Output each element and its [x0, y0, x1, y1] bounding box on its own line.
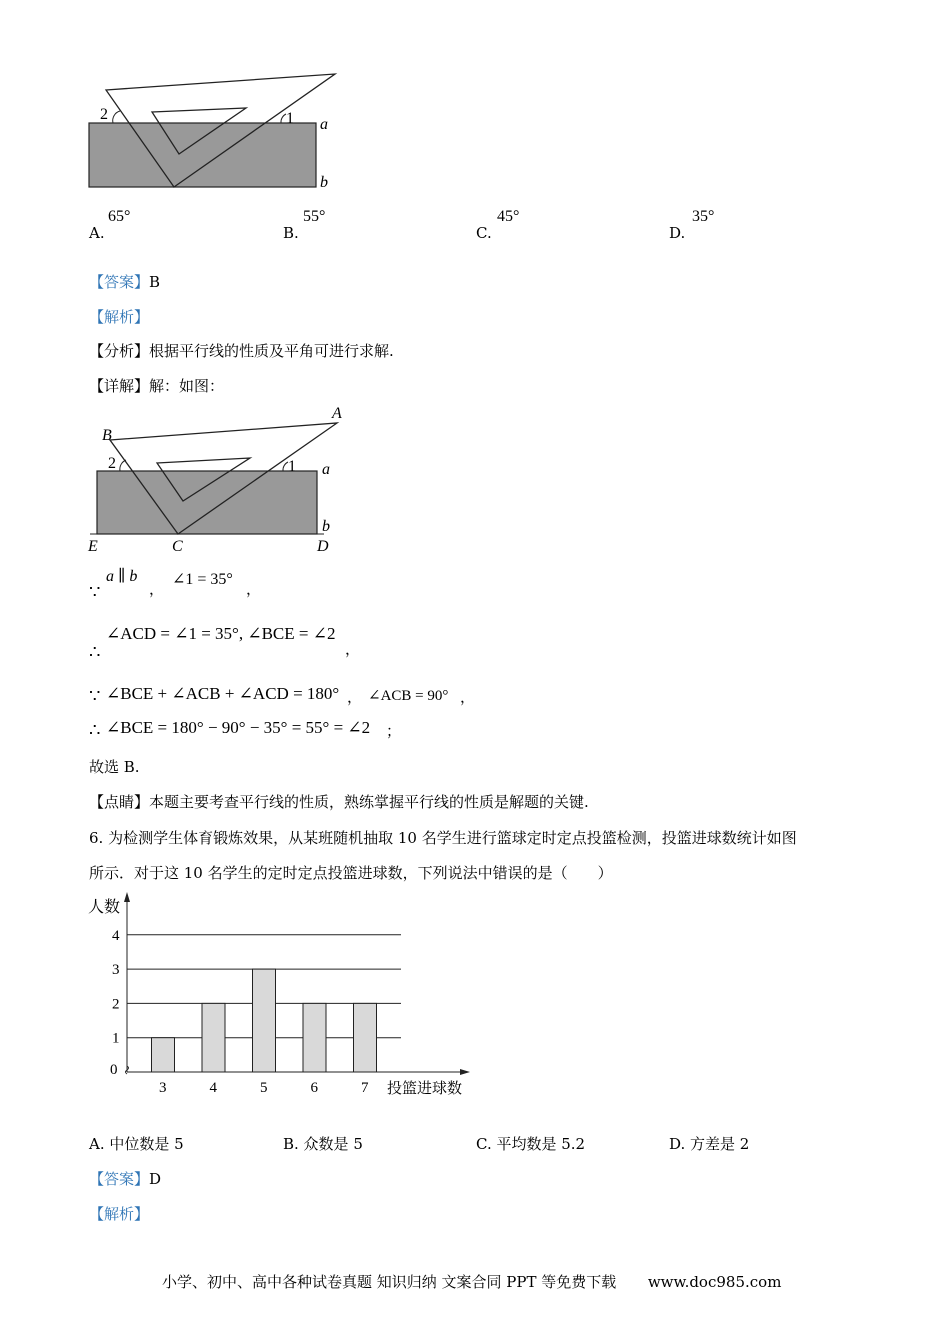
- q5-analysis-tag: 【解析】: [89, 308, 150, 326]
- option-value: 55°: [303, 208, 326, 225]
- option-letter: B.: [283, 224, 299, 242]
- x-tick-label: 4: [209, 1080, 217, 1096]
- ruler-rect: [97, 471, 317, 534]
- figure-q5-triangle-ruler: [80, 66, 350, 196]
- end: ，: [345, 640, 361, 658]
- q6-answer-line: [89, 1168, 161, 1189]
- dianjing-text: 本题主要考查平行线的性质，熟练掌握平行线的性质是解题的关键.: [149, 793, 589, 811]
- angle-sum-expr: ∠BCE + ∠ACB + ∠ACD = 180°: [106, 684, 340, 703]
- bar: [303, 1003, 326, 1072]
- because-symbol: ∵: [89, 686, 101, 707]
- fig2-label-b: b: [322, 518, 330, 535]
- x-tick-label: 5: [260, 1080, 268, 1096]
- bar: [152, 1038, 175, 1072]
- y-tick-label: 4: [112, 927, 120, 944]
- q5-fenxi-line: [89, 340, 394, 361]
- q6-option-d: D. 方差是 2: [669, 1135, 750, 1153]
- option-letter: A.: [89, 224, 105, 242]
- solution-line-2: [89, 624, 389, 664]
- q5-option-b: [283, 208, 363, 242]
- y-tick-label: 1: [112, 1030, 120, 1047]
- q6-option-a: A. 中位数是 5: [89, 1135, 184, 1153]
- option-value: 35°: [692, 208, 715, 225]
- solution-line-4: [89, 718, 429, 742]
- fig2-label-1: 1: [288, 458, 296, 475]
- option-letter: C.: [476, 224, 492, 242]
- fig2-label-C: C: [172, 538, 183, 555]
- x-axis-arrow: [460, 1069, 470, 1075]
- q6-option-b: B. 众数是 5: [283, 1135, 363, 1153]
- q5-option-a: [89, 208, 169, 242]
- y-tick-label: 0: [110, 1062, 118, 1078]
- q6-analysis-tag: 【解析】: [89, 1205, 150, 1223]
- q5-option-c: [476, 208, 556, 242]
- q6-stem-line2: 所示．对于这 10 名学生的定时定点投篮进球数，下列说法中错误的是（ ）: [89, 864, 613, 882]
- bar: [202, 1003, 225, 1072]
- q6-option-c: C. 平均数是 5.2: [476, 1135, 586, 1153]
- fig1-label-2: 2: [100, 106, 108, 123]
- q6-bar-chart: [80, 888, 480, 1110]
- xiangjie-tag: 【详解】: [89, 377, 150, 395]
- solution-line-3: [89, 684, 509, 708]
- solution-line-1: [89, 566, 389, 602]
- choose-line: 故选 B.: [89, 758, 140, 776]
- y-tick-label: 3: [112, 962, 120, 979]
- q5-option-d: [669, 208, 749, 242]
- fig2-label-B: B: [102, 427, 112, 444]
- option-value: 45°: [497, 208, 520, 225]
- answer-value: B: [149, 273, 161, 291]
- end: ，: [460, 688, 476, 706]
- answer-value: D: [149, 1170, 162, 1188]
- fig2-label-E: E: [88, 538, 98, 555]
- therefore-symbol: ∴: [89, 720, 101, 741]
- answer-tag: 【答案】: [89, 1170, 150, 1188]
- chart-bars: [152, 969, 377, 1072]
- answer-tag: 【答案】: [89, 273, 150, 291]
- figure-q5-labeled: [80, 400, 350, 560]
- bar: [253, 969, 276, 1072]
- fig2-label-a: a: [322, 461, 330, 478]
- end: ；: [386, 722, 402, 740]
- q5-answer-line: [89, 271, 160, 292]
- x-tick-label: 6: [310, 1080, 318, 1096]
- x-axis-label: 投篮进球数: [387, 1081, 463, 1097]
- footer-text: 小学、初中、高中各种试卷真题 知识归纳 文案合同 PPT 等免费下载: [162, 1273, 617, 1291]
- y-axis-arrow: [124, 892, 130, 902]
- fig2-label-A: A: [332, 405, 342, 422]
- q5-xiangjie-line: [89, 375, 224, 396]
- fig1-label-b: b: [320, 174, 328, 191]
- bar: [354, 1003, 377, 1072]
- footer-url[interactable]: www.doc985.com: [647, 1273, 782, 1291]
- chart-axes: [124, 892, 470, 1075]
- y-axis-label: 人数: [88, 899, 121, 916]
- sep: ，: [347, 688, 363, 706]
- fig1-label-1: 1: [286, 110, 294, 127]
- q6-stem-line1: 6. 为检测学生体育锻炼效果，从某班随机抽取 10 名学生进行篮球定时定点投篮检测，投篮进球数统计如图: [89, 829, 797, 847]
- fig2-label-D: D: [317, 538, 329, 555]
- angle2-arc: [113, 111, 120, 123]
- fig1-label-a: a: [320, 116, 328, 133]
- option-letter: D.: [669, 224, 686, 242]
- dianjing-tag: 【点睛】: [89, 793, 150, 811]
- fig2-label-2: 2: [108, 455, 116, 472]
- angle-acb-expr: ∠ACB = 90°: [368, 688, 449, 704]
- dianjing-line: [89, 791, 589, 812]
- fenxi-text: 根据平行线的性质及平角可进行求解.: [149, 342, 394, 360]
- therefore-symbol: ∴: [89, 642, 101, 663]
- xiangjie-text: 解：如图：: [149, 377, 225, 395]
- fenxi-tag: 【分析】: [89, 342, 150, 360]
- y-tick-label: 2: [112, 996, 120, 1013]
- page-footer: [162, 1271, 781, 1292]
- angle1-expr: ∠1 = 35°: [172, 571, 233, 588]
- ruler-rect: [89, 123, 316, 187]
- angle-bce-expr: ∠BCE = 180° − 90° − 35° = 55° = ∠2: [106, 718, 371, 737]
- end: ，: [246, 580, 262, 598]
- sep: ，: [149, 580, 165, 598]
- because-symbol: ∵: [89, 582, 101, 603]
- x-tick-label: 3: [159, 1080, 167, 1096]
- x-tick-label: 7: [361, 1080, 369, 1096]
- angle-acd-expr: ∠ACD = ∠1 = 35°, ∠BCE = ∠2: [106, 624, 336, 643]
- parallel-expr: a ∥ b: [106, 568, 138, 585]
- option-value: 65°: [108, 208, 131, 225]
